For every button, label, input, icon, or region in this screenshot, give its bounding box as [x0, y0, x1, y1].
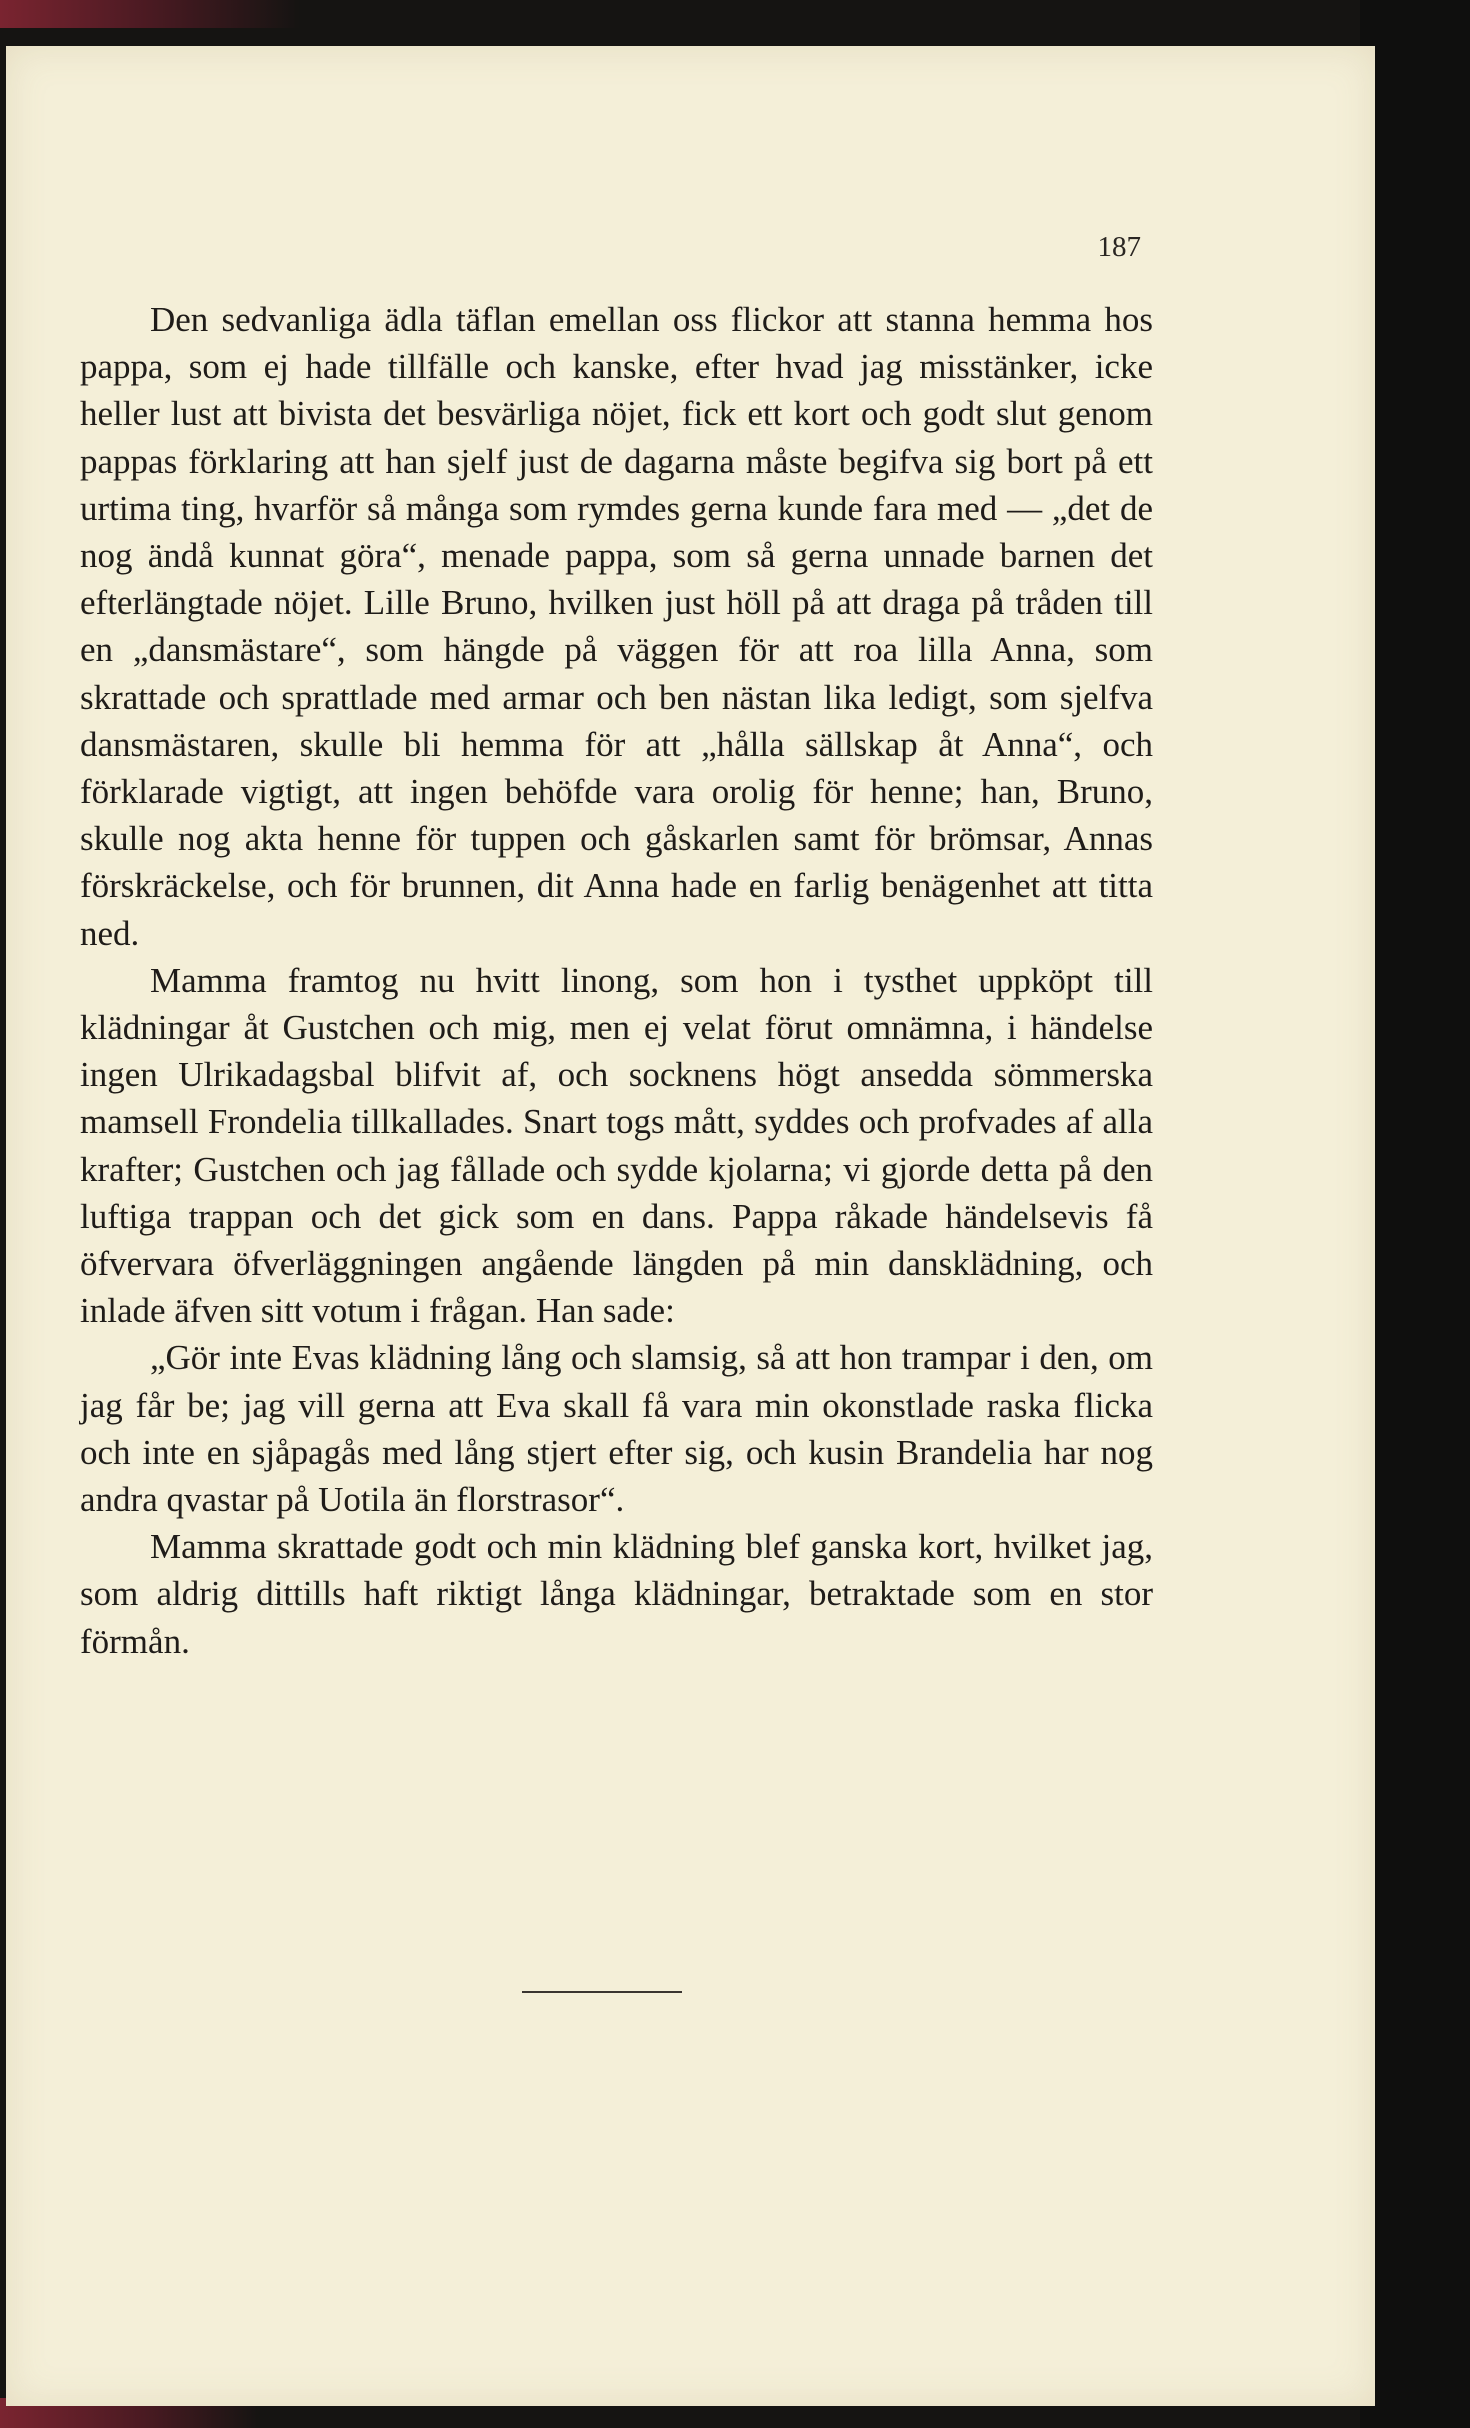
paragraph-4: Mamma skrattade godt och min klädning blef ganska kort, hvilket jag, som aldrig dittills haft riktigt långa klädningar, betraktade som en stor förmån.	[80, 1527, 1153, 1661]
paragraph-3: „Gör inte Evas klädning lång och slamsig, så att hon trampar i den, om jag får be; jag vill gerna att Eva skall få vara min okonstlade raska flicka och inte en sjåpagås med lång stjert efter sig, och kusin Brandelia har nog andra qvastar på Uotila än florstrasor“.	[80, 1338, 1153, 1520]
scan-background	[1360, 0, 1470, 2428]
section-divider	[522, 1991, 682, 1993]
page-number: 187	[1097, 231, 1141, 263]
paragraph-1: Den sedvanliga ädla täflan emellan oss flickor att stanna hemma hos pappa, som ej hade tillfälle och kanske, efter hvad jag misstänker, icke heller lust att bivista det besvärliga nöjet, fick ett kort och godt slut genom pappas förklaring att han sjelf just de dagarna måste begifva sig bort på ett urtima ting, hvarför så många som rymdes gerna kunde fara med — „det de nog ändå kunnat göra“, menade pappa, som så gerna unnade barnen det efterlängtade nöjet. Lille Bruno, hvilken just höll på att draga på tråden till en „dansmästare“, som hängde på väggen för att roa lilla Anna, som skrattade och sprattlade med armar och ben nästan lika ledigt, som sjelfva dansmästaren, skulle bli hemma för att „hålla sällskap åt Anna“, och förklarade vigtigt, att ingen behöfde vara orolig för henne; han, Bruno, skulle nog akta henne för tuppen och gåskarlen samt för brömsar, Annas förskräckelse, och för brunnen, dit Anna hade en farlig benägenhet att titta ned.	[80, 300, 1153, 953]
book-page	[6, 46, 1375, 2406]
scan-edge-top	[0, 0, 300, 28]
body-text	[80, 296, 1153, 1665]
paragraph-2: Mamma framtog nu hvitt linong, som hon i tysthet uppköpt till klädningar åt Gustchen och mig, men ej velat förut omnämna, i händelse ingen Ulrikadagsbal blifvit af, och socknens högt ansedda sömmerska mamsell Frondelia tillkallades. Snart togs mått, syddes och profvades af alla krafter; Gustchen och jag fållade och sydde kjolarna; vi gjorde detta på den luftiga trappan och det gick som en dans. Pappa råkade händelsevis få öfvervara öfverläggningen angående längden på min dansklädning, och inlade äfven sitt votum i frågan. Han sade:	[80, 960, 1153, 1331]
